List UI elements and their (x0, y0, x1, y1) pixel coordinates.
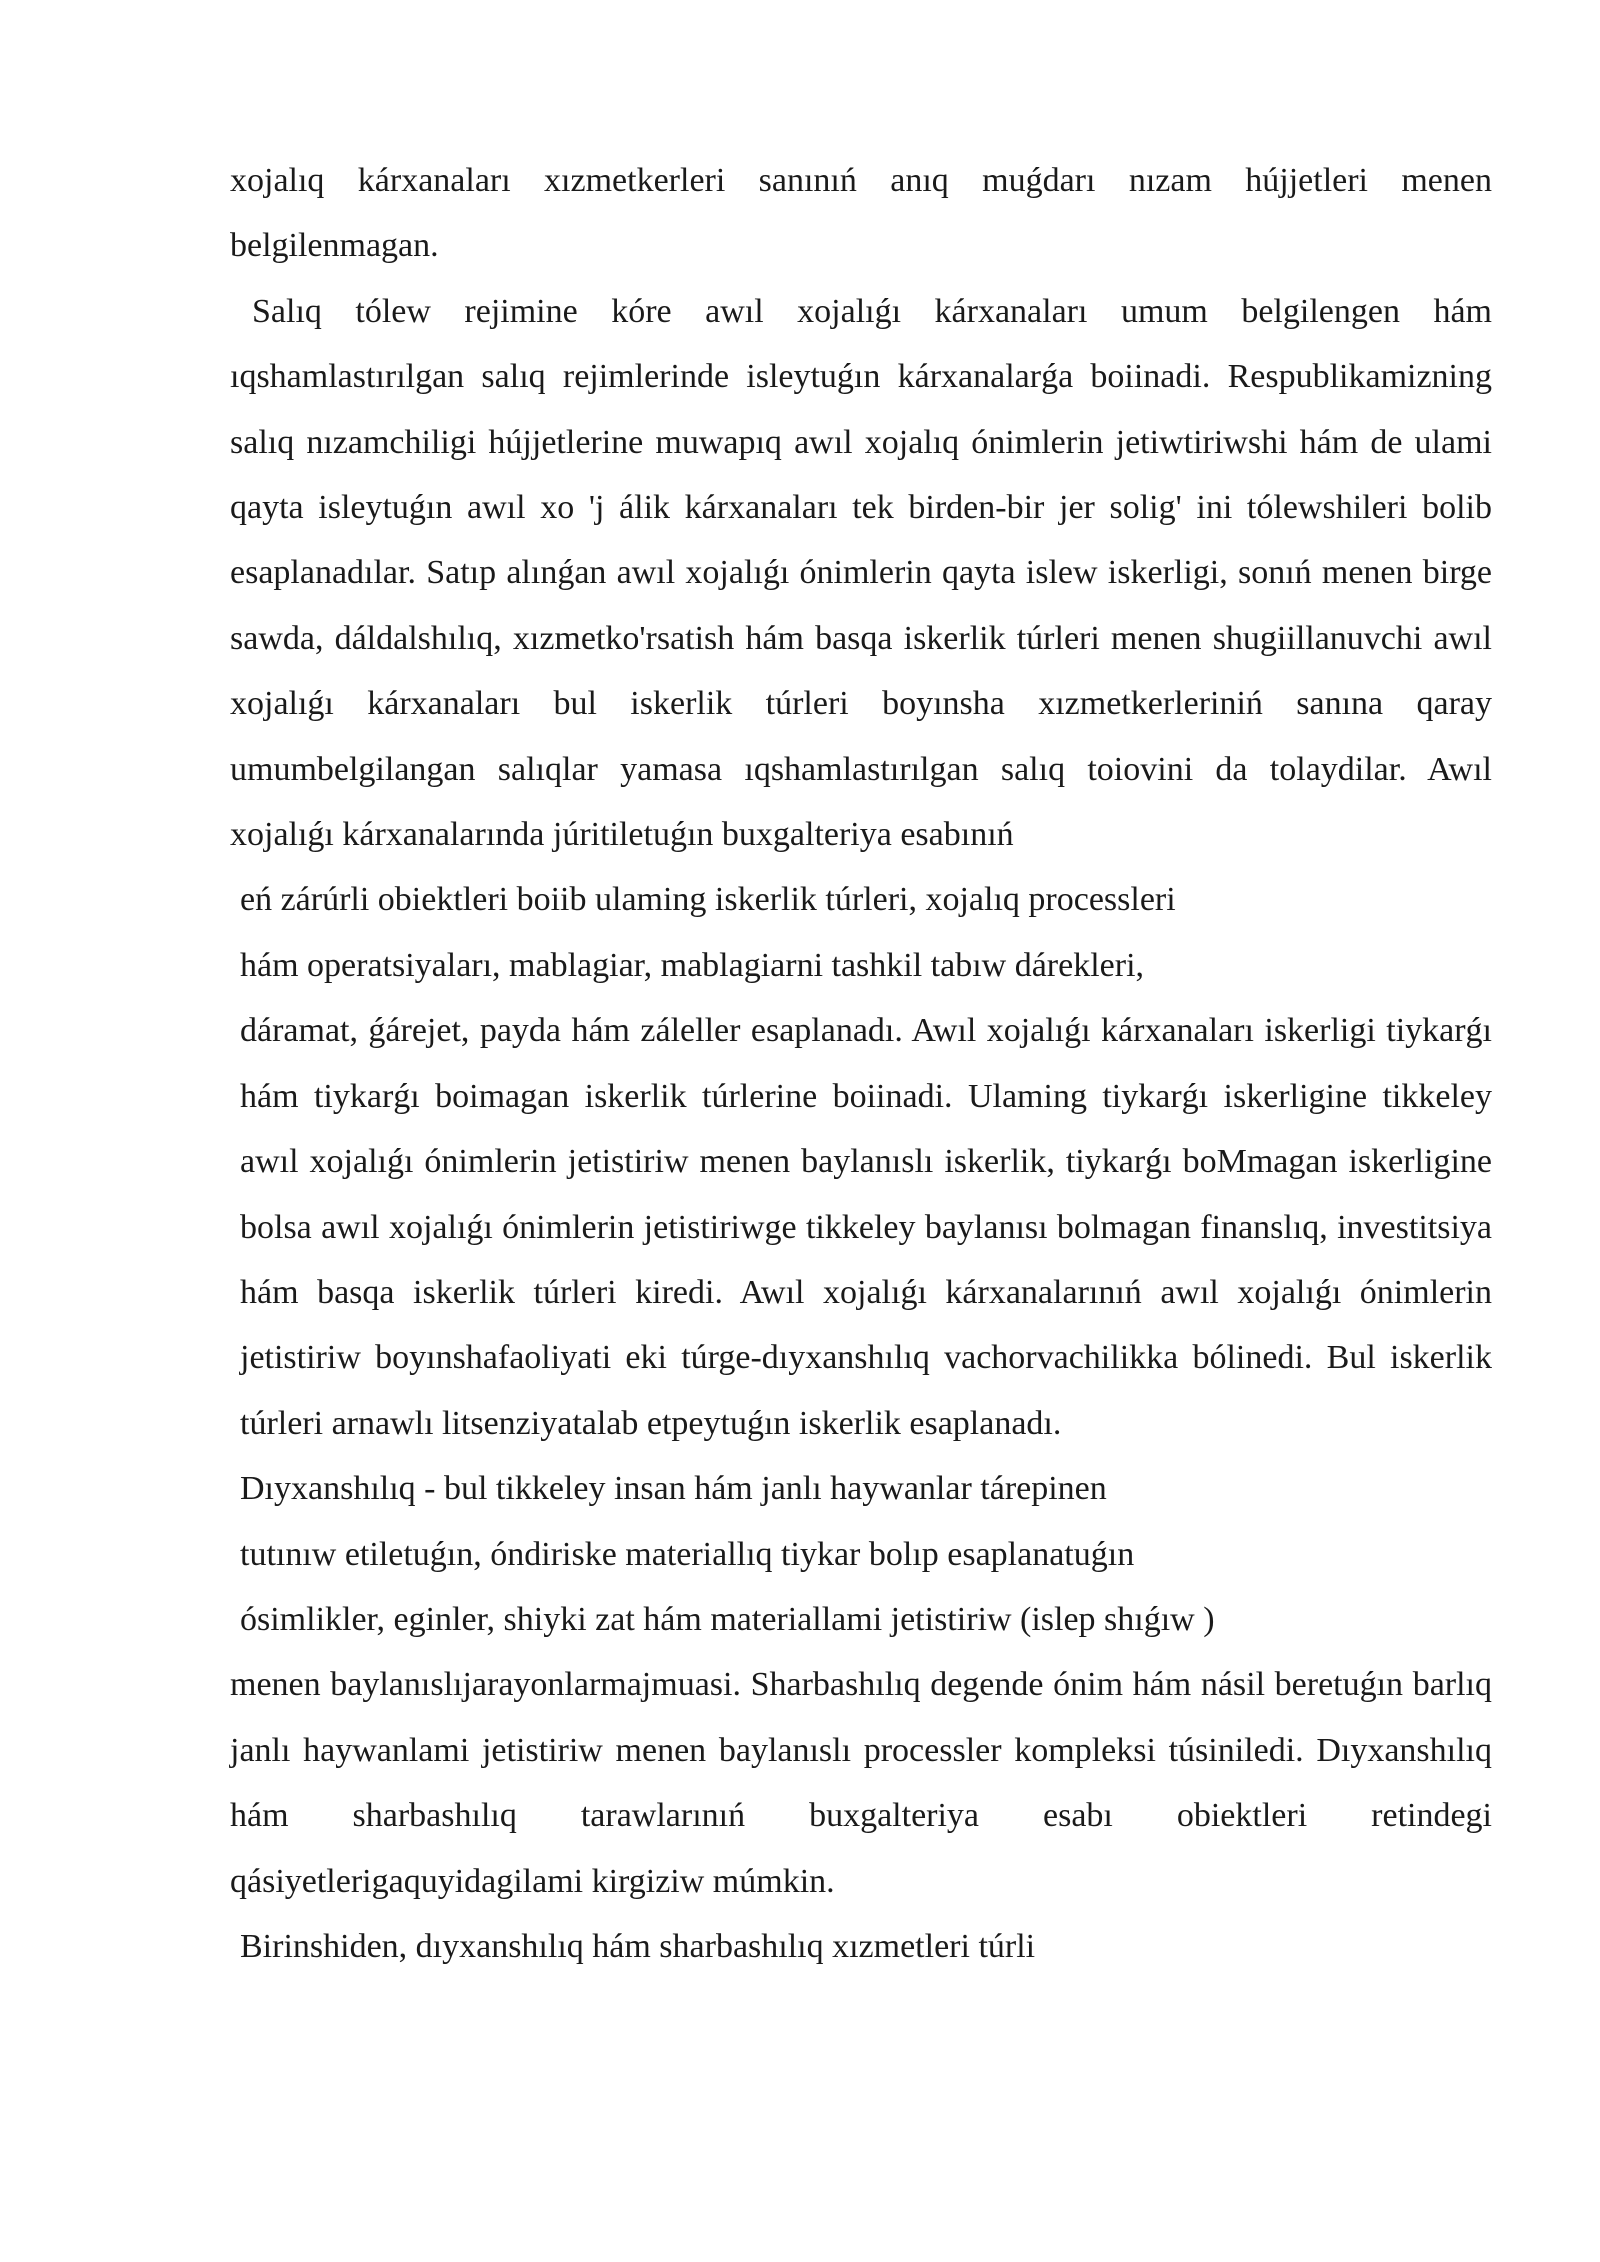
document-body (230, 148, 1492, 1979)
paragraph-9: menen baylanıslıjarayonlarmajmuasi. Sharbashılıq degende ónim hám násil beretuǵın barlıq janlı haywanlami jetistiriw menen baylanıslı processler kompleksi túsiniledi. Dıyxanshılıq hám sharbashılıq tarawlarınıń buxgalteriya esabı obiektleri retindegi qásiyetlerigaquyidagilami kirgiziw múmkin. (230, 1666, 1492, 1900)
paragraph-10: Birinshiden, dıyxanshılıq hám sharbashılıq xızmetleri túrli (240, 1927, 1036, 1965)
paragraph-5: dáramat, ǵárejet, payda hám záleller esaplanadı. Awıl xojalıǵı kárxanaları iskerligi tiykarǵı hám tiykarǵı boimagan iskerlik túrlerine boiinadi. Ulaming tiykarǵı iskerligine tikkeley awıl xojalıǵı ónimlerin jetistiriw menen baylanıslı iskerlik, tiykarǵı boMmagan iskerligine bolsa awıl xojalıǵı ónimlerin jetistiriwge tikkeley baylanısı bolmagan finanslıq, investitsiya hám basqa iskerlik túrleri kiredi. Awıl xojalıǵı kárxanalarınıń awıl xojalıǵı ónimlerin jetistiriw boyınshafaoliyati eki túrge-dıyxanshılıq vachorvachilikka bólinedi. Bul iskerlik túrleri arnawlı litsenziyatalab etpeytuǵın iskerlik esaplanadı. (240, 1012, 1492, 1442)
paragraph-3: eń zárúrli obiektleri boiib ulaming iskerlik túrleri, xojalıq processleri (240, 881, 1176, 919)
paragraph-6: Dıyxanshılıq - bul tikkeley insan hám janlı haywanlar tárepinen (240, 1470, 1107, 1508)
paragraph-2: Salıq tólew rejimine kóre awıl xojalıǵı kárxanaları umum belgilengen hám ıqshamlastırılgan salıq rejimlerinde isleytuǵın kárxanalarǵa boiinadi. Respublikamizning salıq nızamchiligi hújjetlerine muwapıq awıl xojalıq ónimlerin jetiwtiriwshi hám de ulami qayta isleytuǵın awıl xo 'j álik kárxanaları tek birden-bir jer solig' ini tólewshileri bolib esaplanadılar. Satıp alınǵan awıl xojalıǵı ónimlerin qayta islew iskerligi, sonıń menen birge sawda, dáldalshılıq, xızmetko'rsatish hám basqa iskerlik túrleri menen shugiillanuvchi awıl xojalıǵı kárxanaları bul iskerlik túrleri boyınsha xızmetkerleriniń sanına qaray umumbelgilangan salıqlar yamasa ıqshamlastırılgan salıq toiovini da tolaydilar. Awıl xojalıǵı kárxanalarında júritiletuǵın buxgalteriya esabınıń (230, 292, 1492, 854)
paragraph-1: xojalıq kárxanaları xızmetkerleri sanınıń anıq muǵdarı nızam hújjetleri menen belgilenmagan. (230, 162, 1492, 265)
paragraph-8: ósimlikler, eginler, shiyki zat hám materiallami jetistiriw (islep shıǵıw ) (240, 1600, 1215, 1638)
paragraph-4: hám operatsiyaları, mablagiar, mablagiarni tashkil tabıw dárekleri, (240, 946, 1145, 984)
paragraph-7: tutınıw etiletuǵın, óndiriske materiallıq tiykar bolıp esaplanatuǵın (240, 1535, 1135, 1573)
